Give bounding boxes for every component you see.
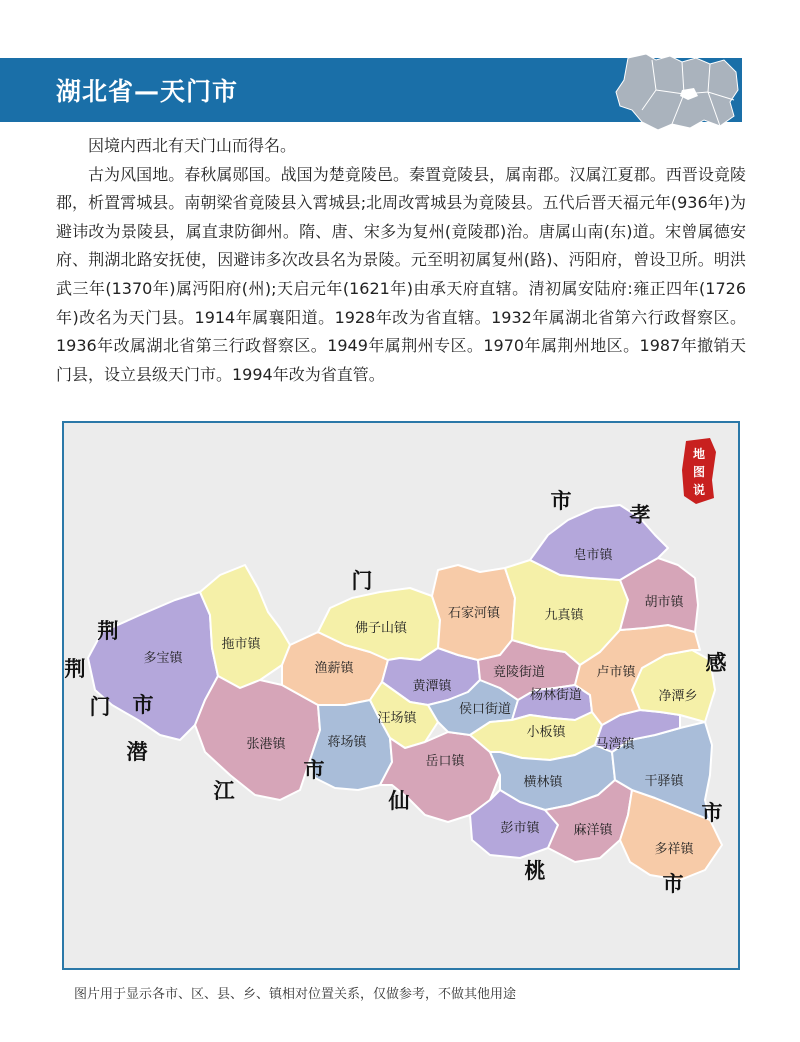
town-label: 杨林街道 xyxy=(529,688,583,703)
intro-paragraph-1: 因境内西北有天门山而得名。 xyxy=(88,136,297,155)
seal-char: 图 xyxy=(692,465,706,479)
seal-stamp xyxy=(682,438,716,504)
town-label: 皂市镇 xyxy=(573,548,613,563)
neighbor-label: 桃 xyxy=(524,859,546,883)
town-label: 多祥镇 xyxy=(654,842,694,857)
neighbor-label: 市 xyxy=(132,693,154,717)
intro-paragraph-2: 古为风国地。春秋属郧国。战国为楚竟陵邑。秦置竟陵县，属南郡。汉属江夏郡。西晋设竟陵郡，析置霄城县。南朝梁省竟陵县入霄城县;北周改霄城县为竟陵县。五代后晋天福元年(936年)为避讳改为景陵县，属直隶防御州。隋、唐、宋多为复州(竟陵郡)治。唐属山南(东)道。宋曾属德安府、荆湖北路安抚使，因避讳多次改县名为景陵。元至明初属复州(路)、沔阳府，曾设卫所。明洪武三年(1370年)属沔阳府(州);天启元年(1621年)由承天府直辖。清初属安陆府:雍正四年(1726年)改名为天门县。1914年属襄阳道。1928年改为省直辖。1932年属湖北省第六行政督察区。1936年改属湖北省第三行政督察区。1949年属荆州专区。1970年属荆州地区。1987年撤销天门县，设立县级天门市。1994年改为省直管。 xyxy=(56,164,746,384)
seal-char: 说 xyxy=(692,483,706,497)
neighbor-label: 江 xyxy=(213,779,235,803)
town-label: 麻洋镇 xyxy=(573,823,613,838)
page-title: 湖北省—天门市 xyxy=(56,77,239,106)
neighbor-label: 孝 xyxy=(629,503,651,527)
hubei-province-shape xyxy=(616,54,738,130)
intro-text xyxy=(56,132,746,389)
town-label: 干驿镇 xyxy=(644,774,684,789)
map-caption: 图片用于显示各市、区、县、乡、镇相对位置关系，仅做参考，不做其他用途 xyxy=(74,987,517,1002)
town-label: 小板镇 xyxy=(526,725,566,740)
neighbor-label: 市 xyxy=(662,872,684,896)
neighbor-label: 市 xyxy=(701,801,723,825)
neighbor-label: 门 xyxy=(89,695,111,719)
town-label: 侯口街道 xyxy=(458,702,512,717)
tianmen-map xyxy=(62,421,742,972)
town-label: 马湾镇 xyxy=(595,737,635,752)
neighbor-label: 门 xyxy=(351,569,373,593)
neighbor-label: 市 xyxy=(303,758,325,782)
town-label: 多宝镇 xyxy=(143,651,183,666)
town-label: 净潭乡 xyxy=(658,689,698,704)
town-label: 卢市镇 xyxy=(596,665,636,680)
town-label: 佛子山镇 xyxy=(354,621,408,636)
town-label: 渔薪镇 xyxy=(314,661,354,676)
town-label: 胡市镇 xyxy=(644,595,684,610)
town-label: 拖市镇 xyxy=(221,637,261,652)
neighbor-label: 市 xyxy=(550,489,572,513)
neighbor-label: 荆 xyxy=(64,657,86,681)
neighbor-label: 感 xyxy=(705,651,727,675)
town-label: 蒋场镇 xyxy=(327,735,367,750)
neighbor-label: 仙 xyxy=(388,789,410,813)
neighbor-label: 荆 xyxy=(97,619,119,643)
town-label: 张港镇 xyxy=(246,737,286,752)
town-label: 石家河镇 xyxy=(447,606,501,621)
town-label: 岳口镇 xyxy=(425,754,465,769)
town-label: 九真镇 xyxy=(544,608,584,623)
town-label: 彭市镇 xyxy=(500,821,540,836)
town-label: 竟陵街道 xyxy=(492,665,546,680)
town-label: 横林镇 xyxy=(523,775,563,790)
town-label: 汪场镇 xyxy=(377,711,417,726)
province-locator-map xyxy=(612,50,742,134)
seal-char: 地 xyxy=(692,447,706,461)
neighbor-label: 潜 xyxy=(126,740,148,764)
town-label: 黄潭镇 xyxy=(412,679,452,694)
